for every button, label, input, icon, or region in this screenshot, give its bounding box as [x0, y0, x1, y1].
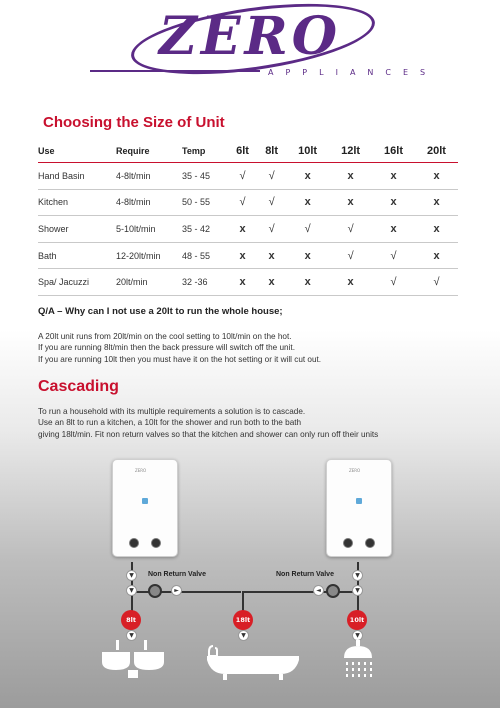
cross-mark: x [228, 269, 257, 296]
cell-require: 20lt/min [116, 269, 182, 296]
flow-badge-shower: 10lt [347, 610, 367, 630]
qa-answer [38, 331, 321, 365]
pipe-right-horizontal [243, 591, 358, 593]
zero-logo [90, 6, 438, 86]
col-header-6lt: 6lt [228, 140, 257, 163]
check-mark: √ [228, 189, 257, 216]
arrow-left-icon: ◄ [314, 586, 323, 595]
size-table [38, 140, 458, 296]
col-header-10lt: 10lt [286, 140, 329, 163]
col-header-20lt: 20lt [415, 140, 458, 163]
check-mark: √ [372, 242, 415, 269]
cell-use: Kitchen [38, 189, 116, 216]
cross-mark: x [286, 242, 329, 269]
cross-mark: x [372, 216, 415, 243]
cross-mark: x [372, 163, 415, 190]
cell-temp: 48 - 55 [182, 242, 228, 269]
col-header-16lt: 16lt [372, 140, 415, 163]
cell-require: 5-10lt/min [116, 216, 182, 243]
check-mark: √ [257, 189, 286, 216]
cross-mark: x [329, 163, 372, 190]
arrow-down-icon: ▼ [353, 586, 362, 595]
table-row [38, 216, 458, 243]
cell-use: Shower [38, 216, 116, 243]
cascading-line: To run a household with its multiple requirements a solution is to cascade. [38, 407, 306, 416]
cross-mark: x [286, 163, 329, 190]
check-mark: √ [286, 216, 329, 243]
cell-use: Bath [38, 242, 116, 269]
col-header-12lt: 12lt [329, 140, 372, 163]
arrow-down-icon: ▼ [353, 631, 362, 640]
size-section-title: Choosing the Size of Unit [43, 114, 225, 131]
col-header-use: Use [38, 140, 116, 163]
cross-mark: x [257, 269, 286, 296]
qa-line: A 20lt unit runs from 20lt/min on the cool setting to 10lt/min on the hot. [38, 332, 292, 341]
arrow-down-icon: ▼ [353, 571, 362, 580]
cell-require: 4-8lt/min [116, 163, 182, 190]
flow-badge-bath: 18lt [233, 610, 253, 630]
cross-mark: x [415, 216, 458, 243]
valve-label-right: Non Return Valve [276, 571, 334, 578]
table-row [38, 163, 458, 190]
table-header-row [38, 140, 458, 163]
cross-mark: x [415, 189, 458, 216]
cascading-text [38, 406, 378, 440]
shower-icon [340, 640, 376, 678]
cross-mark: x [415, 242, 458, 269]
cross-mark: x [228, 216, 257, 243]
table-row [38, 269, 458, 296]
sink-icon [100, 640, 166, 680]
heater-knob-icon [343, 538, 353, 548]
cross-mark: x [329, 269, 372, 296]
valve-icon [148, 584, 162, 598]
check-mark: √ [228, 163, 257, 190]
qa-line: If you are running 10lt then you must have it on the hot setting or it will cut out. [38, 354, 322, 364]
check-mark: √ [257, 163, 286, 190]
valve-label-left: Non Return Valve [148, 571, 206, 578]
arrow-down-icon: ▼ [127, 586, 136, 595]
bathtub-icon [207, 644, 299, 680]
col-header-require: Require [116, 140, 182, 163]
cell-temp: 50 - 55 [182, 189, 228, 216]
logo-wordmark: ZERO [158, 6, 342, 67]
cell-require: 4-8lt/min [116, 189, 182, 216]
cross-mark: x [329, 189, 372, 216]
heater-brand: ZERO [349, 468, 361, 473]
col-header-temp: Temp [182, 140, 228, 163]
logo-subtitle: APPLIANCES [268, 68, 438, 77]
cell-use: Spa/ Jacuzzi [38, 269, 116, 296]
heater-knob-icon [365, 538, 375, 548]
heater-brand: ZERO [135, 468, 147, 473]
cell-temp: 35 - 45 [182, 163, 228, 190]
water-heater-10lt [326, 459, 392, 557]
flow-badge-kitchen: 8lt [121, 610, 141, 630]
water-heater-8lt [112, 459, 178, 557]
cell-require: 12-20lt/min [116, 242, 182, 269]
check-mark: √ [257, 216, 286, 243]
cross-mark: x [372, 189, 415, 216]
heater-display-icon [356, 498, 362, 504]
cascading-title: Cascading [38, 378, 119, 395]
arrow-down-icon: ▼ [127, 571, 136, 580]
cascading-line: giving 18lt/min. Fit non return valves so that the kitchen and shower can only run off their units [38, 429, 379, 439]
check-mark: √ [372, 269, 415, 296]
heater-knob-icon [129, 538, 139, 548]
qa-question: Q/A – Why can I not use a 20lt to run the whole house; [38, 306, 283, 317]
arrow-down-icon: ▼ [127, 631, 136, 640]
heater-knob-icon [151, 538, 161, 548]
check-mark: √ [415, 269, 458, 296]
cross-mark: x [228, 242, 257, 269]
cross-mark: x [286, 269, 329, 296]
table-row [38, 242, 458, 269]
cell-temp: 32 -36 [182, 269, 228, 296]
arrow-down-icon: ▼ [239, 631, 248, 640]
cascading-line: Use an 8lt to run a kitchen, a 10lt for the shower and run both to the bath [38, 418, 302, 428]
cross-mark: x [415, 163, 458, 190]
valve-icon [326, 584, 340, 598]
logo-underline [90, 70, 260, 72]
check-mark: √ [329, 242, 372, 269]
cell-temp: 35 - 42 [182, 216, 228, 243]
qa-line: If you are running 8lt/min then the back pressure will switch off the unit. [38, 343, 295, 353]
cross-mark: x [257, 242, 286, 269]
col-header-8lt: 8lt [257, 140, 286, 163]
cross-mark: x [286, 189, 329, 216]
heater-display-icon [142, 498, 148, 504]
table-row [38, 189, 458, 216]
arrow-right-icon: ► [172, 586, 181, 595]
cell-use: Hand Basin [38, 163, 116, 190]
check-mark: √ [329, 216, 372, 243]
